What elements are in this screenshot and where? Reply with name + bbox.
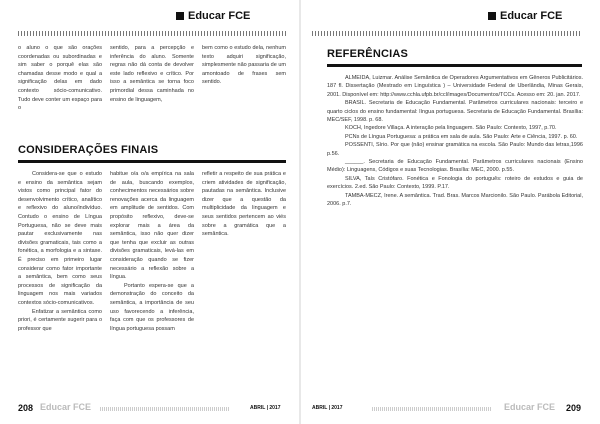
header-rule xyxy=(18,31,288,36)
header-brand-text: Educar FCE xyxy=(500,10,563,22)
section-underline xyxy=(18,160,286,163)
paragraph: refletir a respeito de sua prática e criem atividades de significação, pautadas na semântica. Inclusive dizer que a questão da multiplicidade da linguagem e seus sentidos pertencem ao viés sobre a gramática que a semântica. xyxy=(202,171,286,238)
header-rule-right xyxy=(312,31,582,36)
paragraph: Considera-se que o estudo e ensino da semântica sejam vistos como principal fator do desenvolvimento crítico, analítico e reflexivo do aluno/indivíduo. Contudo o ensino de Língua Portuguesa, não se deve mais pautar exclusivamente nas divisões gramaticais, tais como a fonética, a morfologia e a sintaxe. É preciso em primeiro lugar considerar como fator importante a semântica, bem como seus processos de significação da linguagem nos mais variados contextos sócio-comunicativos. xyxy=(18,171,102,306)
header-brand xyxy=(176,10,250,22)
reference-item: KOCH, Ingedore Villaça. A interação pela linguagem. São Paulo: Contexto, 1997, p.70. xyxy=(345,125,557,132)
header-brand-right xyxy=(488,10,562,22)
body-column-3 xyxy=(202,170,286,239)
reference-item: TAMBA-MECZ, Irene. A semântica. Trad. Bras. Marcos Marcionilo. São Paulo. Parábola Editorial, 2006. p.7. xyxy=(327,192,583,208)
page-number-left: 208 xyxy=(18,403,34,413)
reference-item: ALMEIDA, Luizmar. Análise Semântica de Operadores Argumentativos em Gêneros Publicitários. 187 fl. Dissertação (Mestrado em Linguística ) – Universidade Federal de Uberlândia, Minas Gerais, 2001. Disponível em: http://www.cchla.ufpb.br/ccl/images/Documentos/TCCs. Acesso em: 20. jan. 2017. xyxy=(327,75,583,98)
reference-item: BRASIL. Secretaria de Educação Fundamental. Parâmetros curriculares nacionais: terceiro e quarto ciclos do ensino fundamental: língua portuguesa. Secretaria de Educação Fundamental. Brasília: MEC/SEF, 1998. p. 68. xyxy=(327,100,583,124)
footer-brand-left: Educar FCE xyxy=(40,402,92,412)
top-column-2 xyxy=(110,44,194,104)
top-column-1 xyxy=(18,44,102,113)
reference-item: ______. Secretaria de Educação Fundamental. Parâmetros curriculares nacionais (Ensino Médio): Linguagens, Códigos e suas Tecnologias. Brasília: MEC, 2000. p.55. xyxy=(327,159,583,174)
reference-item: PCNs de Língua Portuguesa: a prática em sala de aula. São Paulo: Arte e Ciência, 1997. p. 60. xyxy=(345,133,578,140)
footer-brand-right: Educar FCE xyxy=(504,402,556,412)
reference-item: POSSENTI, Sírio. Por que (não) ensinar gramática na escola. São Paulo: Mundo das letras,1996 p.56. xyxy=(327,142,583,157)
references-title: REFERÊNCIAS xyxy=(327,48,409,60)
paragraph: habitue o/a o/a empírica na sala de aula, buscando exemplos, conhecimentos necessários sobre renovações acerca da linguagem em amplitude de sentidos. Com propósito reflexivo, deve-se explorar mais a área da semântica, isso não quer dizer que tenha que excluir as outras divisões gramaticais, levá-las em consideração quando se fizer necessário a reflexão sobre a língua. xyxy=(110,171,194,281)
page-number-right: 209 xyxy=(566,403,582,413)
footer-date-right: ABRIL | 2017 xyxy=(312,405,343,411)
paragraph: Enfatizar a semântica como priori, é certamente sugerir para o professor que xyxy=(18,308,102,332)
body-column-1 xyxy=(18,170,102,333)
body-column-2 xyxy=(110,170,194,333)
paragraph: sentido, para a percepção e inferência do aluno. Somente regras não dá conta de devolver este lado reflexivo e crítico. Por isso a semântica se torna foco primordial dessa caminhada no ensino de linguagem, xyxy=(110,45,194,103)
paragraph: o aluno o que são orações coordenadas ou subordinadas e sim saber o porquê elas são chamadas desse modo e qual a significação delas em dado contexto sócio-comunicativo. Tudo deve conter um espaço para o xyxy=(18,45,102,112)
header-brand-text: Educar FCE xyxy=(188,10,251,22)
footer-rule-left xyxy=(100,407,230,411)
references-list xyxy=(327,74,583,209)
top-column-3 xyxy=(202,44,286,87)
square-bullet-icon xyxy=(488,12,496,20)
square-bullet-icon xyxy=(176,12,184,20)
footer-date-left: ABRIL | 2017 xyxy=(250,405,281,411)
reference-item: SILVA, Taís Cristófaro. Fonética e Fonologia do português: roteiro de estudos e guia de exercícios. 2.ed. São Paulo: Contexto, 1999. P.17. xyxy=(327,175,583,191)
footer-rule-right xyxy=(372,407,492,411)
paragraph: bem como o estudo dela, nenhum texto adquiri significação, simplesmente não passaria de um amontoado de frases sem sentido. xyxy=(202,45,286,86)
paragraph: Portanto espera-se que a demonstração do conceito da semântica, a importância de seu uso favorecendo a inferência, faça com que os professores de língua portuguesa possam xyxy=(110,282,194,332)
section-title: CONSIDERAÇÕES FINAIS xyxy=(18,144,159,156)
references-underline xyxy=(327,64,582,67)
